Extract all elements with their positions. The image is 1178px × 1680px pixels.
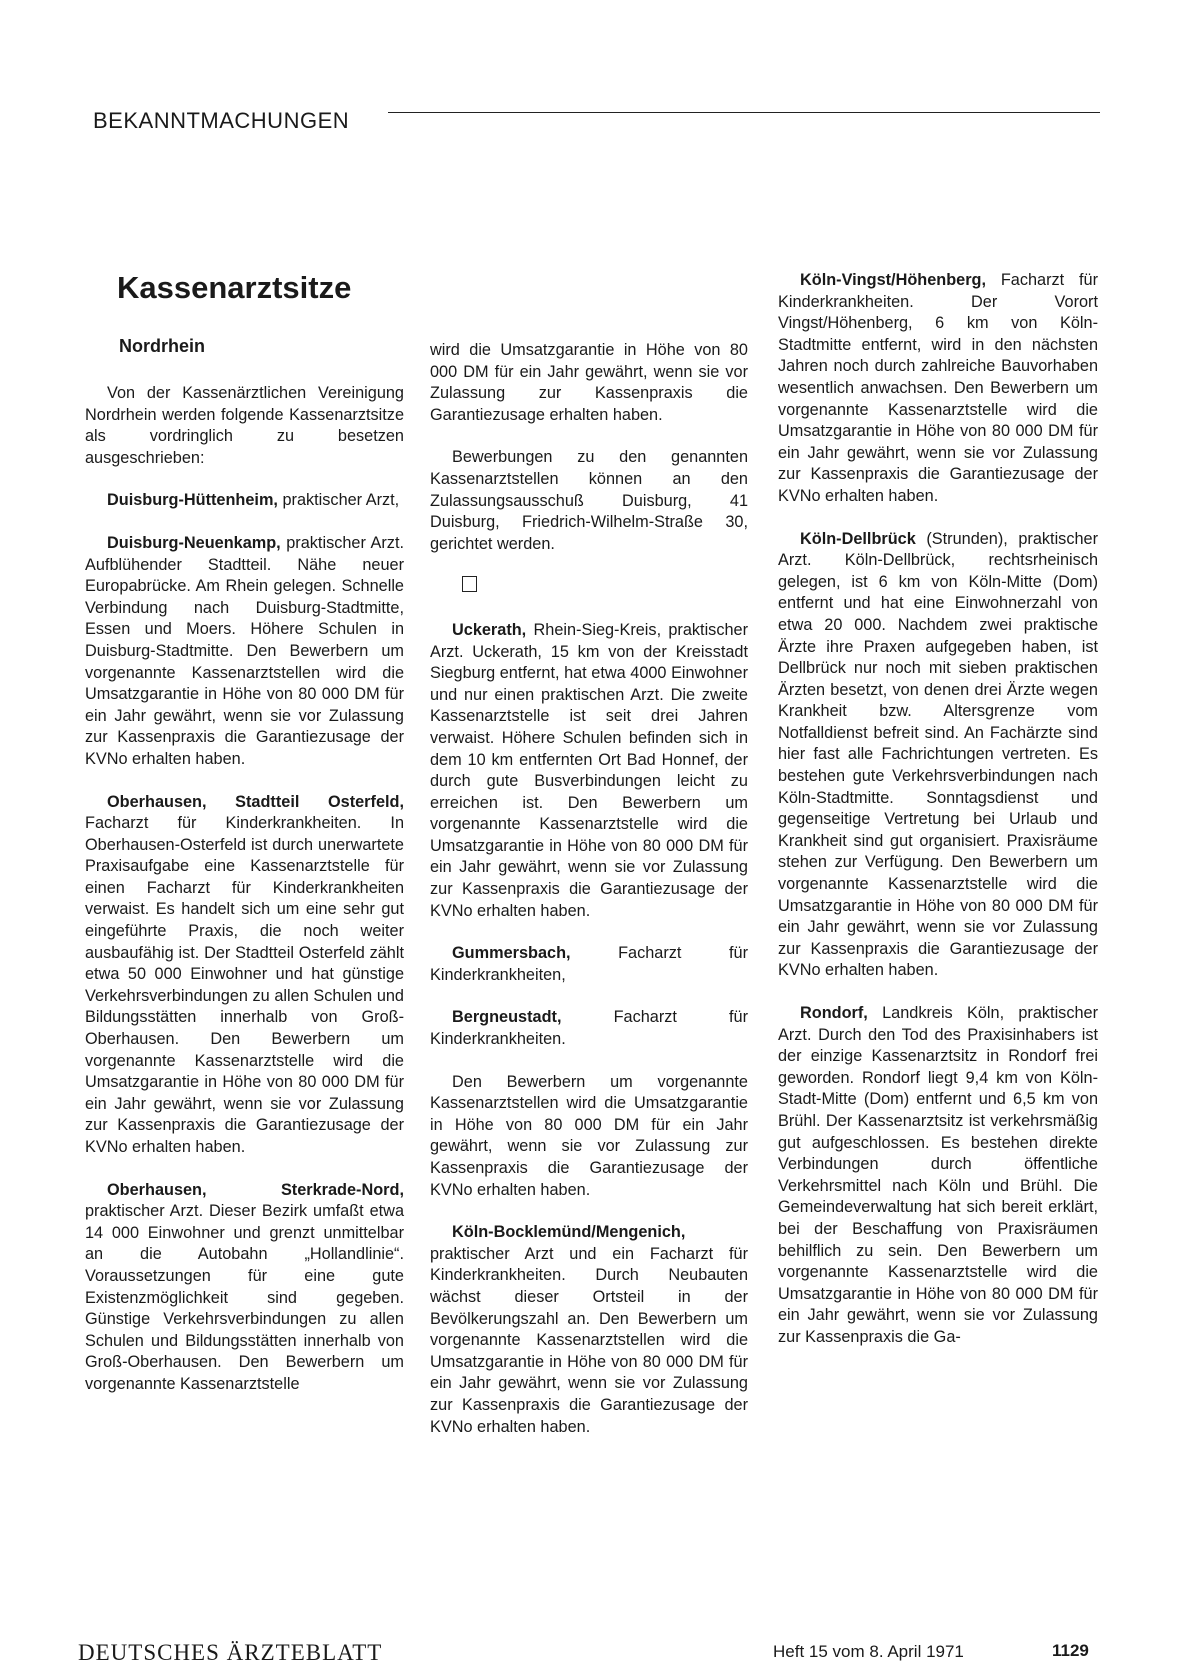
listing-place: Duisburg-Hüttenheim, <box>107 491 278 510</box>
column-1 <box>85 383 404 1417</box>
checkbox-square-icon <box>462 576 477 592</box>
listing-text: Facharzt für Kinderkrankheiten, <box>430 944 748 984</box>
listing-paragraph <box>85 1180 404 1396</box>
listing-text: Facharzt für Kinderkrankheiten. In Oberhausen-Osterfeld ist durch unerwartete Praxisaufgabe eine Kassenarztstelle für einen Facharzt für Kinderkrankheiten verwaist. Es handelt sich um eine sehr gut eingeführte Praxis, die noch weiter ausbaufähig ist. Der Stadtteil Osterfeld zählt etwa 50 000 Einwohner und hat günstige Verkehrsverbindungen zu allen Schulen und Bildungsstätten innerhalb von Groß-Oberhausen. Den Bewerbern um vorgenannte Kassenarztstelle wird die Umsatzgarantie in Höhe von 80 000 DM für ein Jahr gewährt, wenn sie vor Zulassung zur Kassenpraxis die Garantiezusage der KVNo erhalten haben. <box>85 814 404 1156</box>
section-heading: BEKANNTMACHUNGEN <box>93 108 350 133</box>
listing-place: Oberhausen, Stadtteil Osterfeld, <box>107 792 404 811</box>
listing-place: Rondorf, <box>800 1004 868 1022</box>
listing-text: Facharzt für Kinderkrankheiten. Der Vorort Vingst/Höhenberg, 6 km von Köln-Stadtmitte entfernt, wird in den nächsten Jahren noch durch zahlreiche Bauvorhaben wesentlich anwachsen. Den Bewerbern um vorgenannte Kassenarztstelle wird die Umsatzgarantie in Höhe von 80 000 DM für ein Jahr gewährt, wenn sie vor Zulassung zur Kassenpraxis die Garantiezusage der KVNo erhalten haben. <box>778 271 1098 505</box>
listing-text: praktischer Arzt und ein Facharzt für Kinderkrankheiten. Durch Neubauten wächst dieser Ortsteil in der Bevölkerungszahl an. Den Bewerbern um vorgenannte Kassenarztstellen wird die Umsatzgarantie in Höhe von 80 000 DM für ein Jahr gewährt, wenn sie vor Zulassung zur Kassenpraxis die Garantiezusage der KVNo erhalten haben. <box>430 1244 748 1436</box>
listing-paragraph <box>430 943 748 986</box>
listing-text: Landkreis Köln, praktischer Arzt. Durch den Tod des Praxisinhabers ist der einzige Kassenarztsitz in Rondorf frei geworden. Rondorf liegt 9,4 km von Köln-Stadt-Mitte (Dom) entfernt und 6,5 km von Brühl. Der Kassenarztsitz ist verkehrsmäßig gut aufgeschlossen. Es bestehen direkte Verbindungen durch öffentliche Verkehrsmittel nach Köln und Brühl. Die Gemeindeverwaltung hat sich bereit erklärt, bei der Beschaffung von Praxisräumen behilflich zu sein. Den Bewerbern um vorgenannte Kassenarztstelle wird die Umsatzgarantie in Höhe von 80 000 DM für ein Jahr gewährt, wenn sie vor Zulassung zur Kassenpraxis die Ga- <box>778 1004 1098 1346</box>
application-paragraph: Bewerbungen zu den genannten Kassenarztstellen können an den Zulassungsausschuß Duisburg, 41 Duisburg, Friedrich-Wilhelm-Straße 30, gerichtet werden. <box>430 448 748 553</box>
listing-place: Bergneustadt, <box>452 1008 562 1027</box>
column-3 <box>778 270 1098 1370</box>
section-rule <box>388 112 1100 113</box>
article-title: Kassenarztsitze <box>117 270 352 305</box>
listing-text: Facharzt für Kinderkrankheiten. <box>430 1008 748 1049</box>
separator-box <box>430 576 748 599</box>
listing-paragraph <box>430 1007 748 1050</box>
listing-place: Gummersbach, <box>452 944 571 963</box>
note-paragraph: Den Bewerbern um vorgenannte Kassenarztstellen wird die Umsatzgarantie in Höhe von 80 000 DM für ein Jahr gewährt, wenn sie vor Zulassung zur Kassenpraxis die Garantiezusage der KVNo erhalten haben. <box>430 1072 748 1199</box>
listing-paragraph <box>778 529 1098 982</box>
listing-paragraph <box>85 792 404 1159</box>
intro-paragraph: Von der Kassenärztlichen Vereinigung Nordrhein werden folgende Kassenarztsitze als vordringlich zu besetzen ausgeschrieben: <box>85 384 404 467</box>
listing-paragraph <box>778 1003 1098 1349</box>
listing-place: Uckerath, <box>452 620 527 639</box>
listing-place: Duisburg-Neuenkamp, <box>107 533 281 552</box>
journal-name: DEUTSCHES ÄRZTEBLATT <box>78 1640 383 1665</box>
listing-paragraph <box>430 1222 748 1438</box>
column-2 <box>430 340 748 1459</box>
listing-paragraph <box>778 270 1098 508</box>
listing-place: Oberhausen, Sterkrade-Nord, <box>107 1180 404 1199</box>
listing-place: Köln-Dellbrück <box>800 529 916 548</box>
listing-text: praktischer Arzt. Dieser Bezirk umfaßt etwa 14 000 Einwohner und grenzt unmittelbar an die Autobahn „Hollandlinie“. Voraussetzungen für eine gute Existenzmöglichkeit sind gegeben. Günstige Verkehrsverbindungen zu allen Schulen und Bildungsstätten innerhalb von Groß-Oberhausen. Den Bewerbern um vorgenannte Kassenarztstelle <box>85 1202 404 1393</box>
listing-place: Köln-Bocklemünd/Mengenich, <box>452 1223 686 1242</box>
continuation-paragraph: wird die Umsatzgarantie in Höhe von 80 000 DM für ein Jahr gewährt, wenn sie vor Zulassung zur Kassenpraxis die Garantiezusage erhalten haben. <box>430 341 748 424</box>
listing-paragraph <box>85 490 404 512</box>
listing-text: (Strunden), praktischer Arzt. Köln-Dellbrück, rechtsrheinisch gelegen, ist 6 km von Köln-Mitte (Dom) entfernt und hat eine Einwohnerzahl von etwa 20 000. Nachdem zwei praktische Ärzte ihre Praxen aufgegeben haben, ist Dellbrück nur noch mit sieben praktischen Ärzten besetzt, von denen drei Ärzte wegen Krankheit bzw. Altersgrenze vom Notfalldienst befreit sind. An Fachärzte sind hier fast alle Fachrichtungen vertreten. Es bestehen gute Verkehrsverbindungen nach Köln-Stadtmitte. Sonntagsdienst und gegenseitige Vertretung bei Urlaub und Krankheit sind gut organisiert. Praxisräume stehen zur Verfügung. Den Bewerbern um vorgenannte Kassenarztstelle wird die Umsatzgarantie in Höhe von 80 000 DM für ein Jahr gewährt, wenn sie vor Zulassung zur Kassenpraxis die Garantiezusage der KVNo erhalten haben. <box>778 529 1098 980</box>
listing-place: Köln-Vingst/Höhenberg, <box>800 271 987 289</box>
listing-text: praktischer Arzt. Aufblühender Stadtteil. Nähe neuer Europabrücke. Am Rhein gelegen. Schnelle Verbindung nach Duisburg-Stadtmitte, Essen und Moers. Höhere Schulen in Duisburg-Stadtmitte. Den Bewerbern um vorgenannte Kassenarztstellen wird die Umsatzgarantie in Höhe von 80 000 DM für ein Jahr gewährt, wenn sie vor Zulassung zur Kassenpraxis die Garantiezusage der KVNo erhalten haben. <box>85 533 404 768</box>
listing-text: praktischer Arzt, <box>277 491 400 510</box>
listing-paragraph <box>85 533 404 771</box>
issue-info: Heft 15 vom 8. April 1971 <box>773 1642 964 1661</box>
region-heading: Nordrhein <box>119 336 206 356</box>
page-number: 1129 <box>1052 1641 1089 1660</box>
listing-text: Rhein-Sieg-Kreis, praktischer Arzt. Uckerath, 15 km von der Kreisstadt Siegburg entfernt, hat etwa 4000 Einwohner und nur einen praktischen Arzt. Die zweite Kassenarztstelle ist seit drei Jahren verwaist. Höhere Schulen befinden sich in dem 10 km entfernten Ort Bad Honnef, der durch gute Busverbindungen leicht zu erreichen ist. Den Bewerbern um vorgenannte Kassenarztstelle wird die Umsatzgarantie in Höhe von 80 000 DM für ein Jahr gewährt, wenn sie vor Zulassung zur Kassenpraxis die Garantiezusage der KVNo erhalten haben. <box>430 620 748 920</box>
listing-paragraph <box>430 620 748 922</box>
